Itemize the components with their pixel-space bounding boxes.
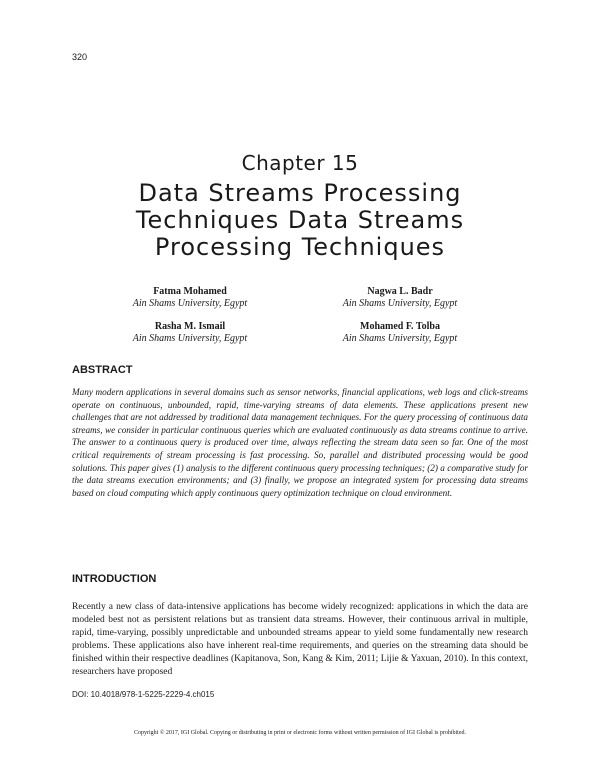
author-affiliation: Ain Shams University, Egypt bbox=[132, 298, 248, 309]
chapter-title: Data Streams Processing Techniques Data Streams Processing Techniques bbox=[135, 179, 465, 261]
introduction-heading: INTRODUCTION bbox=[72, 573, 157, 585]
copyright-footer: Copyright © 2017, IGI Global. Copying or distributing in print or electronic forms without written permission of IGI Global is prohibited. bbox=[133, 730, 466, 736]
author-block bbox=[290, 320, 510, 345]
author-name: Rasha M. Ismail bbox=[154, 321, 226, 332]
doi-line: DOI: 10.4018/978-1-5225-2229-4.ch015 bbox=[72, 690, 215, 699]
author-block bbox=[80, 285, 300, 310]
author-name: Mohamed F. Tolba bbox=[360, 321, 440, 332]
chapter-label: Chapter 15 bbox=[241, 151, 359, 175]
author-name: Nagwa L. Badr bbox=[367, 286, 433, 297]
page-number: 320 bbox=[72, 52, 88, 62]
abstract-heading: ABSTRACT bbox=[72, 364, 133, 376]
author-block bbox=[290, 285, 510, 310]
introduction-text: Recently a new class of data-intensive applications has become widely recognized: applications in which the data are modeled best not as persistent relations but as transient data streams. However, their continuous arrival in multiple, rapid, time-varying, possibly unpredictable and unbounded streams appear to yield some fundamentally new research problems. These applications also have inherent real-time requirements, and queries on the streaming data should be finished within their respective deadlines (Kapitanova, Son, Kang & Kim, 2011; Lijie & Yaxuan, 2010). In this context, researchers have proposed bbox=[72, 602, 528, 678]
author-block bbox=[80, 320, 300, 345]
author-affiliation: Ain Shams University, Egypt bbox=[132, 333, 248, 344]
abstract-text: Many modern applications in several domains such as sensor networks, financial applications, web logs and click-streams operate on continuous, unbounded, rapid, time-varying streams of data elements. These applications present new challenges that are not addressed by traditional data management techniques. For the query processing of continuous data streams, we consider in particular continuous queries which are evaluated continuously as data streams continue to arrive. The answer to a continuous query is produced over time, always reflecting the stream data seen so far. One of the most critical requirements of stream processing is fast processing. So, parallel and distributed processing would be good solutions. This paper gives (1) analysis to the different continuous query processing techniques; (2) a comparative study for the data streams execution environments; and (3) finally, we propose an integrated system for processing data streams based on cloud computing which apply continuous query optimization technique on cloud environment. bbox=[72, 387, 528, 498]
author-name: Fatma Mohamed bbox=[153, 286, 227, 297]
author-affiliation: Ain Shams University, Egypt bbox=[342, 333, 458, 344]
author-affiliation: Ain Shams University, Egypt bbox=[342, 298, 458, 309]
